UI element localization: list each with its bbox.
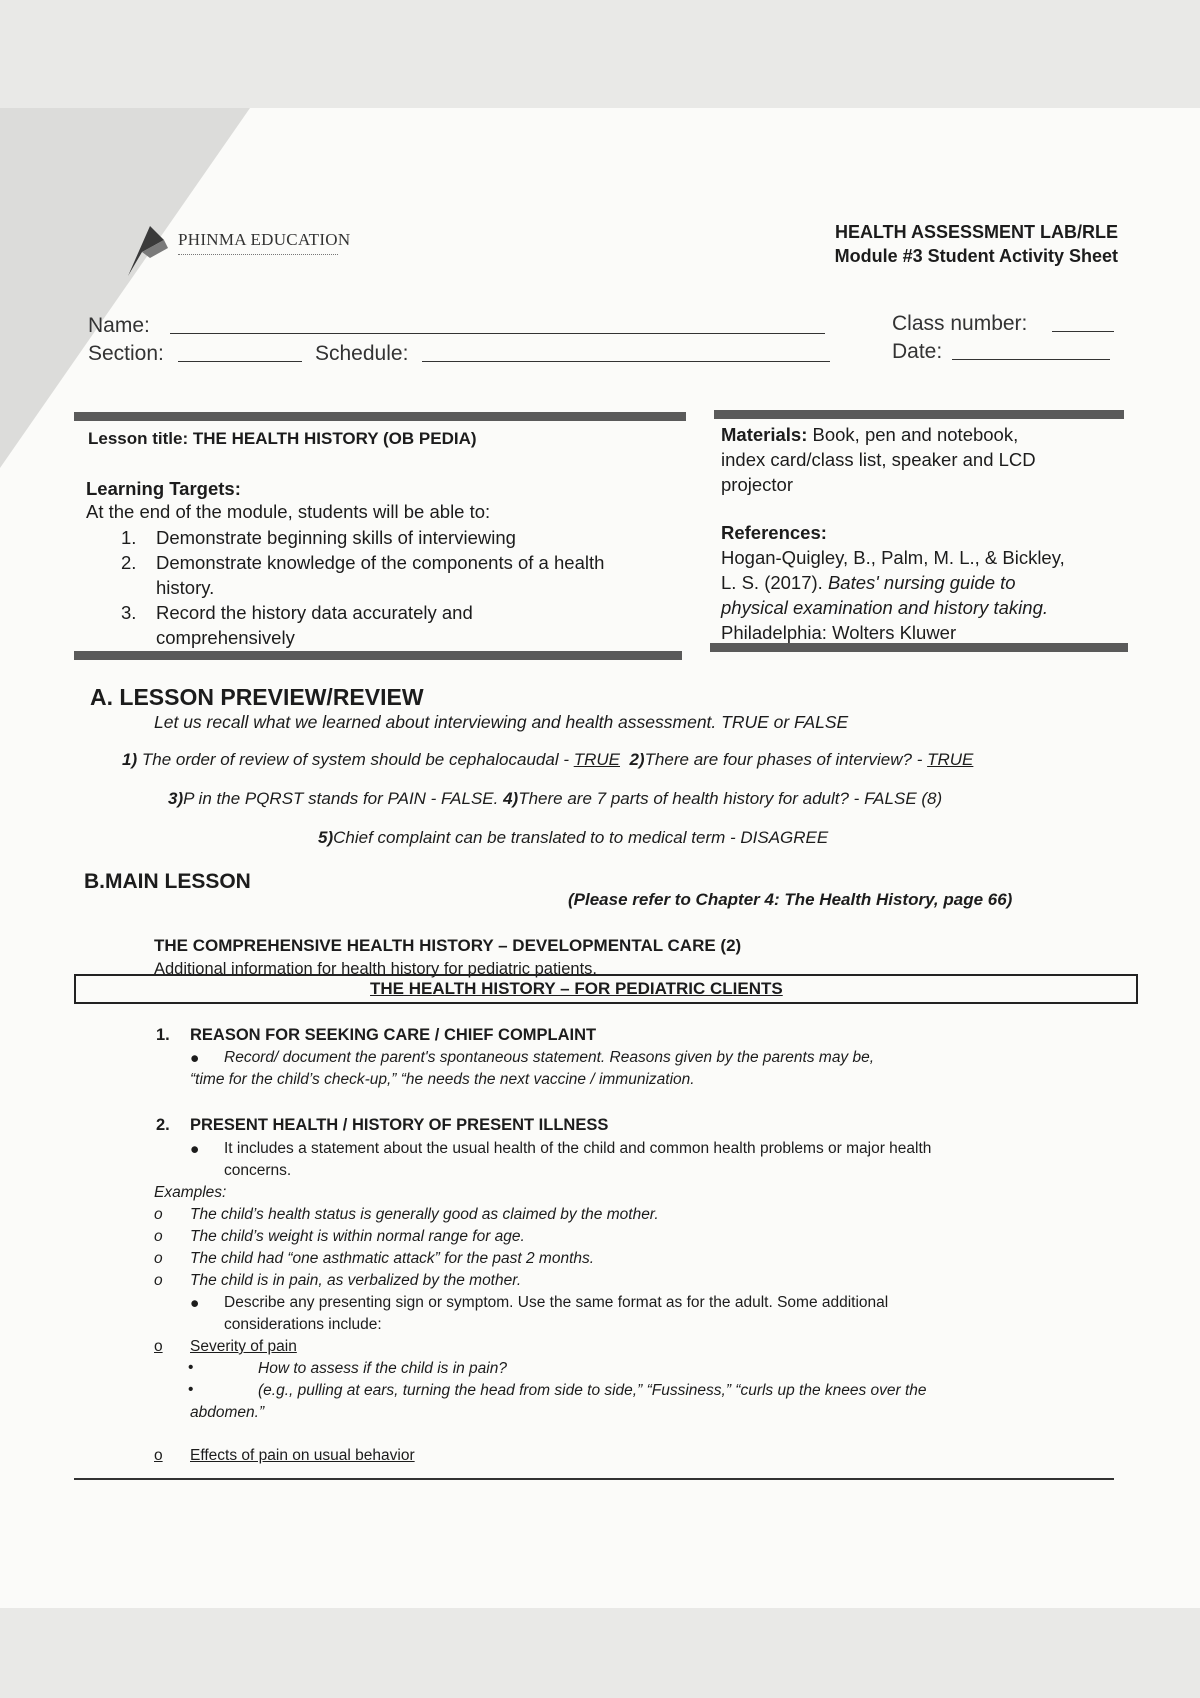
review-question-3-4: [168, 789, 942, 809]
target-item: Record the history data accurately and: [156, 602, 473, 623]
reference-line4: Philadelphia: Wolters Kluwer: [721, 622, 957, 643]
o-marker: o: [154, 1272, 163, 1289]
pediatric-box-title: THE HEALTH HISTORY – FOR PEDIATRIC CLIENTS: [370, 979, 783, 998]
o-marker: o: [154, 1206, 163, 1223]
lesson-title-label: Lesson title:: [88, 429, 189, 448]
schedule-label: Schedule:: [315, 342, 409, 365]
section-b-heading: B.MAIN LESSON: [84, 870, 251, 893]
question-answer: TRUE: [927, 750, 974, 769]
question-text: There are 7 parts of health history for adult? - FALSE (8): [518, 789, 943, 808]
question-text: There are four phases of interview? -: [644, 750, 928, 769]
refer-note: (Please refer to Chapter 4: The Health History, page 66): [568, 890, 1013, 909]
item-1-line2: “time for the child’s check-up,” “he needs the next vaccine / immunization.: [190, 1071, 695, 1088]
divider-bar: [74, 651, 682, 660]
item-1-number: 1.: [156, 1026, 170, 1044]
severity-example-cont: abdomen.”: [190, 1404, 265, 1421]
question-text: Chief complaint can be translated to to medical term - DISAGREE: [333, 828, 829, 847]
reference-line1: Hogan-Quigley, B., Palm, M. L., & Bickley,: [721, 547, 1065, 568]
question-number: 5): [318, 828, 334, 847]
describe-line1: Describe any presenting sign or symptom. Use the same format as for the adult. Some additional: [224, 1294, 889, 1311]
materials-text: Book, pen and notebook,: [812, 424, 1019, 445]
severity-example: (e.g., pulling at ears, turning the head from side to side,” “Fussiness,” “curls up the knees over the: [258, 1382, 927, 1399]
review-question-5: [318, 828, 828, 848]
example-item: The child is in pain, as verbalized by the mother.: [190, 1272, 522, 1289]
schedule-field[interactable]: [422, 361, 830, 362]
o-marker: o: [154, 1447, 163, 1464]
materials-label: Materials:: [721, 424, 808, 445]
lesson-title: [88, 429, 477, 449]
target-num: 1.: [121, 527, 137, 548]
date-label: Date:: [892, 340, 943, 363]
section-label: Section:: [88, 342, 164, 365]
item-2-line1: It includes a statement about the usual health of the child and common health problems or major health: [224, 1140, 932, 1157]
date-field[interactable]: [952, 359, 1110, 360]
describe-line2: considerations include:: [224, 1316, 382, 1333]
reference-line3: physical examination and history taking.: [721, 597, 1049, 618]
divider-bar: [74, 412, 686, 421]
bullet-icon: ●: [190, 1141, 200, 1158]
item-1-line1: Record/ document the parent's spontaneous statement. Reasons given by the parents may be,: [224, 1049, 875, 1066]
logo-tagline: [178, 254, 338, 255]
class-number-field[interactable]: [1052, 331, 1114, 332]
class-number-label: Class number:: [892, 312, 1028, 335]
o-marker: o: [154, 1338, 163, 1355]
example-item: The child’s weight is within normal range for age.: [190, 1228, 525, 1245]
target-num: 2.: [121, 552, 137, 573]
severity-label: Severity of pain: [190, 1338, 297, 1355]
comprehensive-subtitle: Additional information for health history for pediatric patients.: [154, 960, 597, 978]
effects-label: Effects of pain on usual behavior: [190, 1447, 415, 1464]
item-1-title: REASON FOR SEEKING CARE / CHIEF COMPLAINT: [190, 1026, 597, 1044]
target-item: Demonstrate beginning skills of interviewing: [156, 527, 516, 548]
section-a-intro: Let us recall what we learned about interviewing and health assessment. TRUE or FALSE: [154, 712, 849, 732]
item-2-title: PRESENT HEALTH / HISTORY OF PRESENT ILLNESS: [190, 1116, 609, 1134]
examples-label: Examples:: [154, 1184, 227, 1201]
question-number: 1): [122, 750, 138, 769]
materials-line3: projector: [721, 474, 793, 495]
question-answer: TRUE: [573, 750, 620, 769]
reference-book-title: Bates' nursing guide to: [827, 572, 1016, 593]
o-marker: o: [154, 1250, 163, 1267]
question-number: 2): [629, 750, 645, 769]
references-heading: References:: [721, 522, 827, 543]
target-item-cont: history.: [156, 577, 215, 598]
lesson-title-value: THE HEALTH HISTORY (OB PEDIA): [192, 429, 477, 448]
sheet-title: Module #3 Student Activity Sheet: [834, 246, 1118, 266]
course-title: HEALTH ASSESSMENT LAB/RLE: [834, 222, 1118, 242]
bullet-icon: ●: [190, 1050, 200, 1067]
targets-intro: At the end of the module, students will be able to:: [86, 501, 491, 522]
materials-line1: [721, 424, 1018, 446]
example-item: The child had “one asthmatic attack” for the past 2 months.: [190, 1250, 595, 1267]
target-num: 3.: [121, 602, 137, 623]
logo-text: PHINMA EDUCATION: [178, 230, 351, 249]
divider-bar: [714, 410, 1124, 419]
question-number: 3): [168, 789, 184, 808]
footer-rule: [74, 1478, 1114, 1480]
target-item: Demonstrate knowledge of the components of a health: [156, 552, 605, 573]
section-field[interactable]: [178, 361, 302, 362]
review-question-1-2: [122, 750, 973, 770]
materials-line2: index card/class list, speaker and LCD: [721, 449, 1036, 470]
severity-question: How to assess if the child is in pain?: [258, 1360, 507, 1377]
comprehensive-title: THE COMPREHENSIVE HEALTH HISTORY – DEVELOPMENTAL CARE (2): [154, 936, 742, 955]
question-text: P in the PQRST stands for PAIN - FALSE.: [183, 789, 504, 808]
target-item-cont: comprehensively: [156, 627, 295, 648]
reference-line2: [721, 572, 1016, 594]
targets-heading: Learning Targets:: [86, 478, 241, 499]
small-bullet-icon: •: [188, 1381, 194, 1398]
question-text: The order of review of system should be cephalocaudal -: [141, 750, 574, 769]
name-field[interactable]: [170, 333, 825, 334]
name-label: Name:: [88, 314, 150, 337]
section-a-heading: A. LESSON PREVIEW/REVIEW: [90, 684, 424, 710]
small-bullet-icon: •: [188, 1359, 194, 1376]
bullet-icon: ●: [190, 1295, 200, 1312]
item-2-line2: concerns.: [224, 1162, 292, 1179]
phinma-logo-icon: [120, 222, 172, 278]
example-item: The child’s health status is generally good as claimed by the mother.: [190, 1206, 659, 1223]
o-marker: o: [154, 1228, 163, 1245]
divider-bar: [710, 643, 1128, 652]
reference-year: L. S. (2017).: [721, 572, 828, 593]
item-2-number: 2.: [156, 1116, 170, 1134]
question-number: 4): [503, 789, 519, 808]
